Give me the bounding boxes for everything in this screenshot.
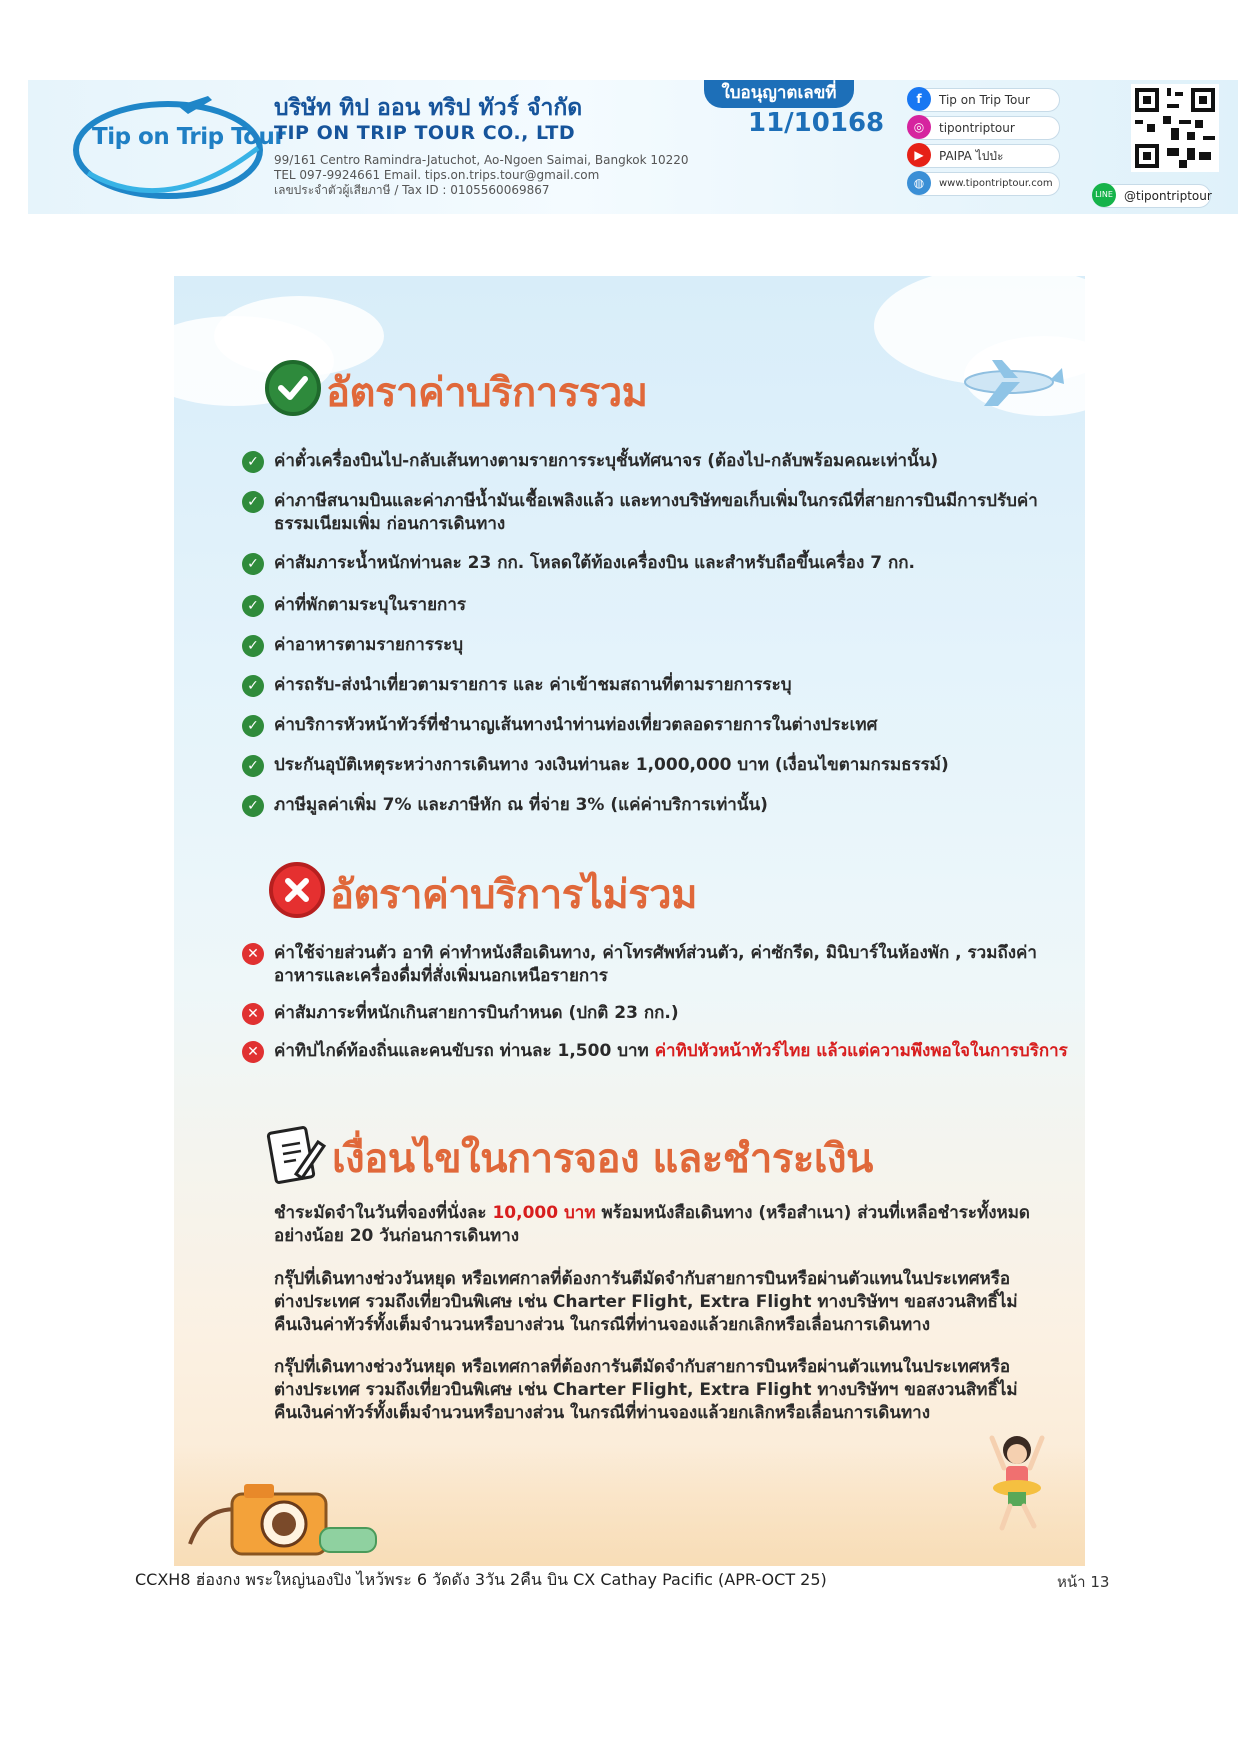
airplane-icon bbox=[178, 96, 212, 114]
company-name-th: บริษัท ทิป ออน ทริป ทัวร์ จำกัด bbox=[274, 95, 583, 121]
child-illustration bbox=[972, 1428, 1062, 1538]
globe-icon: ◍ bbox=[907, 171, 931, 195]
holiday-group-paragraph-repeat: กรุ๊ปที่เดินทางช่วงวันหยุด หรือเทศกาลที่ต้องการันตีมัดจำกับสายการบินหรือผ่านตัวแทนในประเทศหรือต่างประเทศ รวมถึงเที่ยวบินพิเศษ เช่น Charter Flight, Extra Flight ทางบริษัทฯ ขอสงวนสิทธิ์ไม่คืนเงินค่าทัวร์ทั้งเต็มจำนวนหรือบางส่วน ในกรณีที่ท่านจองแล้วยกเลิกหรือเลื่อนการเดินทาง bbox=[274, 1357, 1018, 1423]
document-footer: CCXH8 ฮ่องกง พระใหญ่นองปิง ไหว้พระ 6 วัดดัง 3วัน 2คืน บิน CX Cathay Pacific (APR-OCT 25) bbox=[135, 1570, 827, 1589]
included-item: ✓ ประกันอุบัติเหตุระหว่างการเดินทาง วงเงินท่านละ 1,000,000 บาท (เงื่อนไขตามกรมธรรม์) bbox=[242, 754, 1042, 777]
included-item: ✓ ค่าที่พักตามระบุในรายการ bbox=[242, 594, 1042, 617]
excluded-item: ✕ ค่าสัมภาระที่หนักเกินสายการบินกำหนด (ปกติ 23 กก.) bbox=[242, 1002, 1042, 1025]
cross-icon: ✕ bbox=[242, 1003, 264, 1025]
facebook-link[interactable]: f Tip on Trip Tour bbox=[908, 88, 1060, 112]
check-icon: ✓ bbox=[242, 553, 264, 575]
youtube-icon: ▶ bbox=[907, 143, 931, 167]
included-item: ✓ ค่าภาษีสนามบินและค่าภาษีน้ำมันเชื้อเพลิงแล้ว และทางบริษัทขอเก็บเพิ่มในกรณีที่สายการบินมีการปรับค่าธรรมเนียมเพิ่ม ก่อนการเดินทาง bbox=[242, 490, 1042, 536]
cross-icon: ✕ bbox=[242, 1041, 264, 1063]
check-icon: ✓ bbox=[242, 595, 264, 617]
facebook-icon: f bbox=[907, 87, 931, 111]
camera-illustration bbox=[184, 1464, 384, 1560]
check-icon: ✓ bbox=[242, 635, 264, 657]
company-logo: Tip on Trip Tour bbox=[92, 124, 286, 150]
company-contact: TEL 097-9924661 Email. tips.on.trips.tour@gmail.com bbox=[274, 168, 600, 182]
excluded-item: ✕ ค่าทิปไกด์ท้องถิ่นและคนขับรถ ท่านละ 1,500 บาท ค่าทิปหัวหน้าทัวร์ไทย แล้วแต่ความพึงพอใจในการบริการ bbox=[242, 1040, 1082, 1063]
included-item: ✓ ค่าอาหารตามรายการระบุ bbox=[242, 634, 1042, 657]
check-icon: ✓ bbox=[242, 755, 264, 777]
check-icon: ✓ bbox=[242, 675, 264, 697]
license-number: 11/10168 bbox=[748, 108, 885, 138]
company-address-block bbox=[274, 153, 689, 198]
conditions-section-title: เงื่อนไขในการจอง และชำระเงิน bbox=[332, 1136, 873, 1182]
company-address: 99/161 Centro Ramindra-Jatuchot, Ao-Ngoen Saimai, Bangkok 10220 bbox=[274, 153, 689, 167]
check-icon: ✓ bbox=[242, 491, 264, 513]
line-link[interactable]: LINE @tipontriptour bbox=[1093, 184, 1211, 208]
tour-conditions-poster bbox=[174, 276, 1085, 1566]
deposit-amount: 10,000 บาท bbox=[492, 1203, 596, 1223]
included-item: ✓ ภาษีมูลค่าเพิ่ม 7% และภาษีหัก ณ ที่จ่าย 3% (แค่ค่าบริการเท่านั้น) bbox=[242, 794, 1042, 817]
included-item: ✓ ค่าสัมภาระน้ำหนักท่านละ 23 กก. โหลดใต้ท้องเครื่องบิน และสำหรับถือขึ้นเครื่อง 7 กก. bbox=[242, 552, 1042, 575]
check-icon: ✓ bbox=[242, 715, 264, 737]
excluded-item: ✕ ค่าใช้จ่ายส่วนตัว อาทิ ค่าทำหนังสือเดินทาง, ค่าโทรศัพท์ส่วนตัว, ค่าซักรีด, มินิบาร์ในห้องพัก , รวมถึงค่าอาหารและเครื่องดื่มที่สั่งเพิ่มนอกเหนือรายการ bbox=[242, 942, 1042, 988]
included-check-icon bbox=[265, 360, 321, 416]
excluded-section-title: อัตราค่าบริการไม่รวม bbox=[330, 872, 697, 918]
instagram-icon: ◎ bbox=[907, 115, 931, 139]
license-label: ใบอนุญาตเลขที่ bbox=[704, 80, 854, 108]
holiday-group-paragraph: กรุ๊ปที่เดินทางช่วงวันหยุด หรือเทศกาลที่ต้องการันตีมัดจำกับสายการบินหรือผ่านตัวแทนในประเทศหรือต่างประเทศ รวมถึงเที่ยวบินพิเศษ เช่น Charter Flight, Extra Flight ทางบริษัทฯ ขอสงวนสิทธิ์ไม่คืนเงินค่าทัวร์ทั้งเต็มจำนวนหรือบางส่วน ในกรณีที่ท่านจองแล้วยกเลิกหรือเลื่อนการเดินทาง bbox=[274, 1269, 1018, 1335]
airplane-illustration bbox=[954, 354, 1064, 410]
included-item: ✓ ค่าตั๋วเครื่องบินไป-กลับเส้นทางตามรายการระบุชั้นทัศนาจร (ต้องไป-กลับพร้อมคณะเท่านั้น) bbox=[242, 450, 1042, 473]
tip-note: ค่าทิปหัวหน้าทัวร์ไทย แล้วแต่ความพึงพอใจในการบริการ bbox=[654, 1041, 1068, 1061]
included-section-title: อัตราค่าบริการรวม bbox=[326, 370, 648, 416]
website-link[interactable]: ◍ www.tipontriptour.com bbox=[908, 172, 1060, 196]
company-header-banner bbox=[28, 80, 1238, 214]
line-icon: LINE bbox=[1092, 183, 1116, 207]
check-icon: ✓ bbox=[242, 451, 264, 473]
company-tax-id: เลขประจำตัวผู้เสียภาษี / Tax ID : 0105560069867 bbox=[274, 183, 550, 197]
included-item: ✓ ค่ารถรับ-ส่งนำเที่ยวตามรายการ และ ค่าเข้าชมสถานที่ตามรายการระบุ bbox=[242, 674, 1042, 697]
instagram-link[interactable]: ◎ tipontriptour bbox=[908, 116, 1060, 140]
excluded-x-icon bbox=[269, 862, 325, 918]
company-name-en: TIP ON TRIP TOUR CO., LTD bbox=[274, 122, 576, 144]
page-number: หน้า 13 bbox=[1057, 1573, 1110, 1591]
included-item: ✓ ค่าบริการหัวหน้าทัวร์ที่ชำนาญเส้นทางนำท่านท่องเที่ยวตลอดรายการในต่างประเทศ bbox=[242, 714, 1042, 737]
check-icon: ✓ bbox=[242, 795, 264, 817]
qr-code[interactable] bbox=[1131, 84, 1219, 172]
deposit-paragraph: ชำระมัดจำในวันที่จองที่นั่งละ 10,000 บาท พร้อมหนังสือเดินทาง (หรือสำเนา) ส่วนที่เหลือชำระทั้งหมดอย่างน้อย 20 วันก่อนการเดินทาง bbox=[274, 1203, 1030, 1246]
cross-icon: ✕ bbox=[242, 943, 264, 965]
youtube-link[interactable]: ▶ PAIPA ไปป่ะ bbox=[908, 144, 1060, 168]
document-pen-icon bbox=[266, 1124, 328, 1188]
